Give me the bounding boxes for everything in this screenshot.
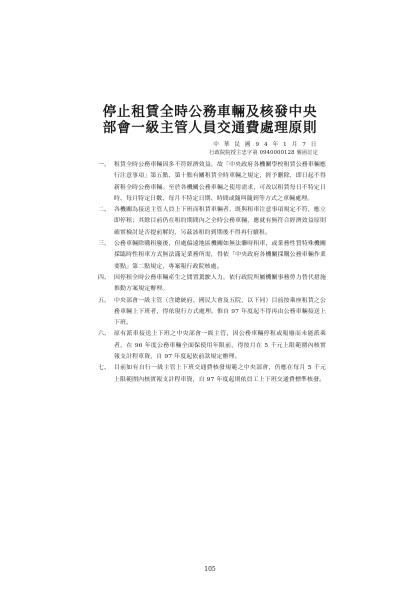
item-text: 目前如有自行一級主管上下班交通費核發規範之中央部會，仍應在每月 5 千元上限範圍內核實報支計程車資，自 97 年度起則依員工上下班交通費標準核發。 [114, 365, 326, 383]
list-item [98, 239, 326, 273]
item-number: 三、 [98, 241, 111, 248]
list-item [98, 329, 326, 363]
list-item [98, 160, 326, 205]
document-number: 行政院院授主忠字第 0940000128 號函訂定 [209, 150, 318, 156]
item-number: 六、 [98, 331, 111, 338]
page-number: 105 [204, 566, 216, 573]
document-title-line2: 部會一級主管人員交通費處理原則 [102, 120, 318, 136]
list-item [98, 273, 326, 296]
item-number: 二、 [98, 207, 111, 214]
item-number: 七、 [98, 365, 111, 372]
principles-list [98, 160, 326, 386]
item-text: 公務車輛除購租廢後，但處偏遠地區機關如無法聯時租車，或業務性質特殊機關採臨時性租車方式無法滿足業務所需，得依「中央政府各機關採購公務車輛作業要點」第二點規定，專案報行政院核處。 [114, 241, 326, 270]
list-item [98, 205, 326, 239]
list-item [98, 363, 326, 386]
document-title-line1: 停止租賃全時公務車輛及核發中央 [102, 104, 318, 120]
item-number: 五、 [98, 297, 111, 304]
list-item [98, 296, 326, 330]
issue-date: 中 華 民 國 9 4 年 1 月 7 日 [213, 142, 318, 148]
item-text: 中央部會一級主管（含總統府、國民大會及五院，以下同）目前按乘座租賃之公務車輛上下班者，得依現行方式處理。惟自 97 年度起不得再由公務車輛接送上下班。 [114, 297, 326, 327]
item-number: 一、 [98, 162, 111, 168]
item-text: 租賃全時公務車輛因多不符經濟效益，故「中央政府各機關學校租賃公務車輛應行注意事項」第五點、第十點有關租賃全時車輛之規定，經予刪除，即日起不得新租全時公務車輛。至於各機關公務車輛之使用需求，可改以租賃每日不特定日時、每月特定日數、每月不特定日期、時間或隨叫隨到等方式之車輛處理。 [114, 162, 326, 202]
item-number: 四、 [98, 274, 111, 281]
item-text: 因停租全時公務車輛產生之閒置駕駛人力，依行政院所屬機關事務勞力替代措施推動方案規定辦理。 [114, 274, 326, 293]
item-text: 原有派車接送上下班之中央部會一級主管，因公務車輛停租或報廢而未能派乘者，在 96 年度公務車輛全面保使用年限前，得按月在 5 千元上限範圍內核實報支計程車資，自 97 年度起依前款規定辦理。 [114, 331, 326, 361]
item-text: 各機關為接送主管人員上下班而租賃車輛者，既與租車注意事項規定不符，應立即停租；其餘目前仍在租約期間內之全時公務車輛，應就有無符合經濟效益原則確實檢討是否提前解約，另茲該租約到期後不得再行續租。 [114, 207, 326, 236]
